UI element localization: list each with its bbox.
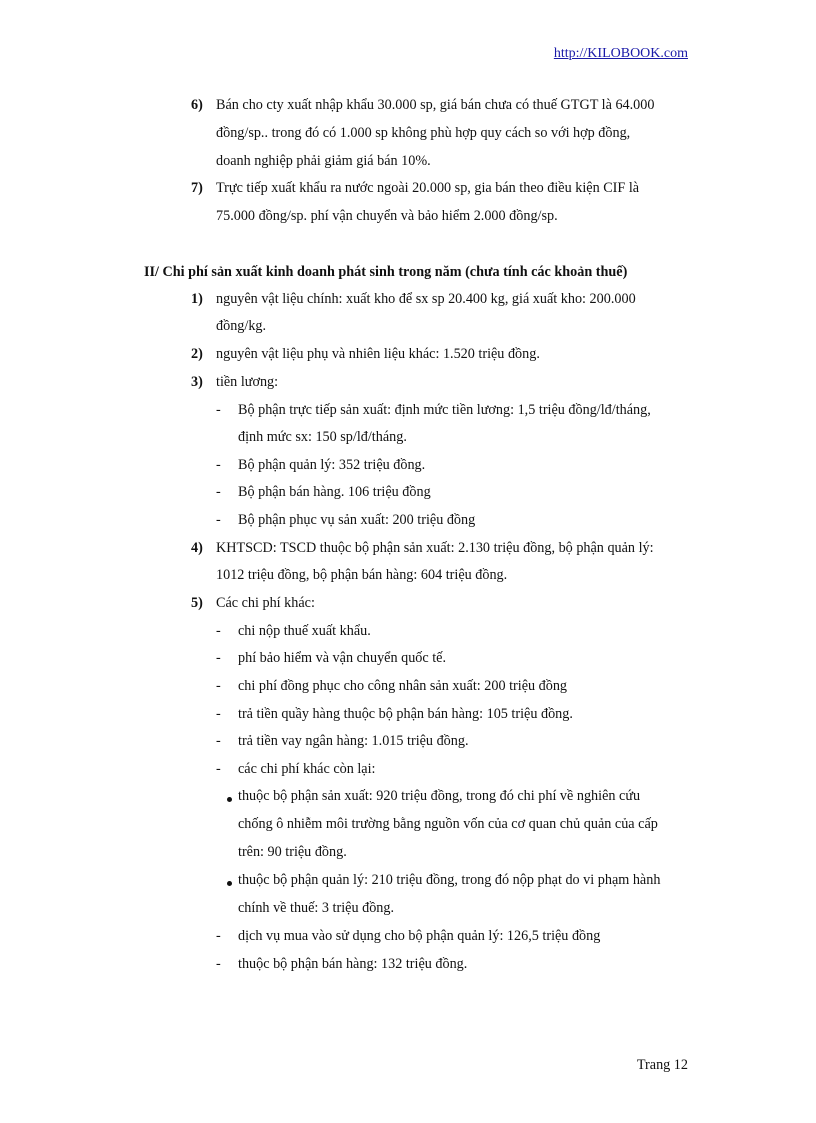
item-3-line-1: tiền lương: bbox=[216, 374, 279, 390]
item-5-sub-5: trả tiền vay ngân hàng: 1.015 triệu đồng. bbox=[238, 733, 469, 749]
bullet-icon bbox=[227, 797, 232, 802]
dash-marker: - bbox=[216, 678, 221, 694]
item-number-2: 2) bbox=[191, 346, 203, 362]
item-3-sub-3: Bộ phận bán hàng. 106 triệu đồng bbox=[238, 484, 431, 500]
header-link[interactable]: http://KILOBOOK.com bbox=[553, 46, 688, 61]
page-number: Trang 12 bbox=[636, 1057, 688, 1073]
item-6-line-1: Bán cho cty xuất nhập khẩu 30.000 sp, giá bán chưa có thuế GTGT là 64.000 bbox=[216, 97, 655, 113]
item-5-line-1: Các chi phí khác: bbox=[216, 595, 315, 611]
item-3-sub-2: Bộ phận quản lý: 352 triệu đồng. bbox=[238, 457, 426, 473]
dash-marker: - bbox=[216, 706, 221, 722]
bullet-1-line-3: trên: 90 triệu đồng. bbox=[238, 844, 347, 860]
dash-marker: - bbox=[216, 733, 221, 749]
item-5-sub-4: trả tiền quầy hàng thuộc bộ phận bán hàng: 105 triệu đồng. bbox=[238, 706, 573, 722]
bullet-icon bbox=[227, 881, 232, 886]
item-7-line-2: 75.000 đồng/sp. phí vận chuyển và bảo hiểm 2.000 đồng/sp. bbox=[216, 208, 558, 224]
item-5-sub-7: dịch vụ mua vào sử dụng cho bộ phận quản lý: 126,5 triệu đồng bbox=[238, 928, 601, 944]
item-1-line-2: đồng/kg. bbox=[216, 318, 267, 334]
item-3-sub-1-line-1: Bộ phận trực tiếp sản xuất: định mức tiền lương: 1,5 triệu đồng/lđ/tháng, bbox=[238, 402, 651, 418]
item-5-sub-1: chi nộp thuế xuất khẩu. bbox=[238, 623, 371, 639]
bullet-2-line-2: chính về thuế: 3 triệu đồng. bbox=[238, 900, 395, 916]
item-number-7: 7) bbox=[191, 180, 203, 196]
item-6-line-2: đồng/sp.. trong đó có 1.000 sp không phù hợp quy cách so với hợp đồng, bbox=[216, 125, 631, 141]
bullet-1-line-1: thuộc bộ phận sản xuất: 920 triệu đồng, trong đó chi phí về nghiên cứu bbox=[238, 788, 641, 804]
bullet-2-line-1: thuộc bộ phận quản lý: 210 triệu đồng, trong đó nộp phạt do vi phạm hành bbox=[238, 872, 661, 888]
dash-marker: - bbox=[216, 761, 221, 777]
item-number-4: 4) bbox=[191, 540, 203, 556]
item-3-sub-1-line-2: định mức sx: 150 sp/lđ/tháng. bbox=[238, 429, 407, 445]
dash-marker: - bbox=[216, 402, 221, 418]
item-5-sub-8: thuộc bộ phận bán hàng: 132 triệu đồng. bbox=[238, 956, 468, 972]
dash-marker: - bbox=[216, 484, 221, 500]
item-2-line-1: nguyên vật liệu phụ và nhiên liệu khác: 1.520 triệu đồng. bbox=[216, 346, 540, 362]
item-7-line-1: Trực tiếp xuất khẩu ra nước ngoài 20.000 sp, gia bán theo điều kiện CIF là bbox=[216, 180, 640, 196]
item-4-line-2: 1012 triệu đồng, bộ phận bán hàng: 604 triệu đồng. bbox=[216, 567, 508, 583]
item-5-sub-2: phí bảo hiểm và vận chuyển quốc tế. bbox=[238, 650, 447, 666]
dash-marker: - bbox=[216, 623, 221, 639]
dash-marker: - bbox=[216, 512, 221, 528]
item-1-line-1: nguyên vật liệu chính: xuất kho để sx sp 20.400 kg, giá xuất kho: 200.000 bbox=[216, 291, 636, 307]
item-number-5: 5) bbox=[191, 595, 203, 611]
item-number-1: 1) bbox=[191, 291, 203, 307]
item-number-3: 3) bbox=[191, 374, 203, 390]
dash-marker: - bbox=[216, 650, 221, 666]
dash-marker: - bbox=[216, 956, 221, 972]
item-3-sub-4: Bộ phận phục vụ sản xuất: 200 triệu đồng bbox=[238, 512, 476, 528]
item-5-sub-6: các chi phí khác còn lại: bbox=[238, 761, 376, 777]
item-number-6: 6) bbox=[191, 97, 203, 113]
item-4-line-1: KHTSCD: TSCD thuộc bộ phận sản xuất: 2.130 triệu đồng, bộ phận quản lý: bbox=[216, 540, 654, 556]
item-5-sub-3: chi phí đồng phục cho công nhân sản xuất: 200 triệu đồng bbox=[238, 678, 568, 694]
dash-marker: - bbox=[216, 928, 221, 944]
section-heading: II/ Chi phí sản xuất kinh doanh phát sinh trong năm (chưa tính các khoản thuế) bbox=[144, 264, 628, 280]
dash-marker: - bbox=[216, 457, 221, 473]
item-6-line-3: doanh nghiệp phải giảm giá bán 10%. bbox=[216, 153, 431, 169]
bullet-1-line-2: chống ô nhiễm môi trường bằng nguồn vốn của cơ quan chủ quản của cấp bbox=[238, 816, 658, 832]
